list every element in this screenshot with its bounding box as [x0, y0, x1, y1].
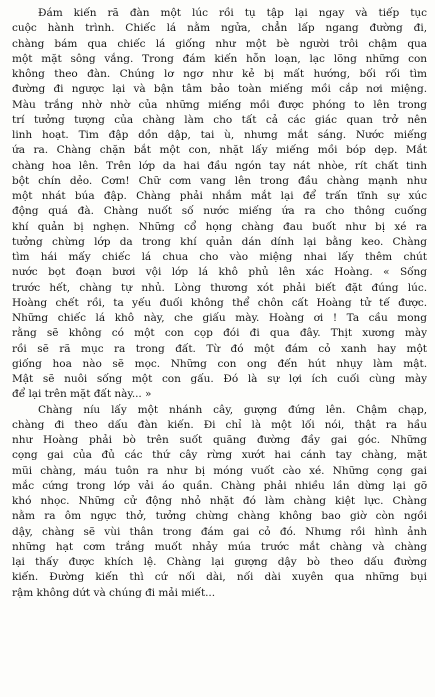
text-line: linh hoạt. Tim đập dồn dập, tai ù, nhưng mắt sáng. Nước miếng: [12, 129, 427, 141]
text-line: dậy, chàng sẽ vùi thân trong đám gai cỏ đó. Nhưng rồi hình ảnh: [12, 525, 427, 538]
text-line: Hoàng chết rồi, ta yếu đuối không thể chôn cất Hoàng tử tế được.: [12, 296, 427, 309]
text-line: khí quản bị nghẹn. Những cổ họng chàng đau buốt như bị xé ra: [12, 220, 427, 233]
text-line: như Hoàng phải bò trên suốt quãng đường đầy gai góc. Những: [12, 434, 427, 446]
text-line: Chàng níu lấy một nhánh cây, gượng đứng lên. Chậm chạp,: [38, 403, 427, 416]
text-line: bột chín dẻo. Cơm! Chữ cơm vang lên trong đầu chàng mạnh như: [12, 174, 427, 187]
text-line: trí tưởng tượng của chàng làm cho tất cả các giác quan trở nên: [12, 113, 427, 126]
text-line: rằng sẽ không có một con cọp đói đi qua đây. Thịt xương mày: [12, 327, 427, 340]
text-line: Mật sẽ nuôi sống một con gấu. Đó là sự lợi ích cuối cùng mày: [12, 373, 427, 385]
text-line: cuộc hành trình. Chiếc lá nằm ngửa, chẳn lấp ngang đường đi,: [12, 22, 427, 35]
text-line: tìm hái mấy chiếc lá chua cho vào miệng nhai lấy thêm chút: [12, 251, 427, 263]
text-line: nằm ra ôm ngực thở, tưởng chừng chàng không bao giờ còn ngồi: [12, 510, 427, 523]
text-line: tưởng chừng lớp da trong khí quản dán dính lại bằng keo. Chàng: [12, 235, 427, 248]
text-line: không theo đàn. Chúng lơ ngơ như kẻ bị mất hướng, bối rối tìm: [12, 68, 427, 80]
text-line: rồi sẽ rã mục ra trong đất. Từ đó một đám cỏ xanh hay một: [12, 342, 427, 355]
text-line: giống hoa nào sẽ mọc. Những con ong đến hút nhụy làm mật.: [12, 357, 427, 370]
text-line: để lại trên mặt đất này... »: [12, 388, 152, 401]
text-line: Màu trắng nhờ nhờ của những miếng mồi được phóng to lên trong: [12, 98, 427, 111]
text-line: chàng đi theo dấu đàn kiến. Đi chỉ là một lối nói, thật ra hầu: [12, 418, 427, 431]
text-line: kiến. Đường kiến thì cứ nối dài, nối dài xuyên qua những bụi: [12, 571, 427, 584]
text-line: nước bọt đoạn bươi vội lớp lá khô phủ lên xác Hoàng. « Sống: [12, 266, 427, 279]
text-line: Những chiếc lá khô này, che giấu mày. Hoàng ơi ! Ta cầu mong: [12, 312, 427, 324]
text-line: cọng gai của đủ các thứ cây rừng xướt hai cánh tay chàng, mặt: [12, 449, 427, 462]
text-line: trước hết, chàng tự nhủ. Lòng thương xót phải biết đặt đúng lúc.: [12, 281, 427, 294]
text-line: một nhát búa đập. Chàng phải nhắm mắt lại để trấn tĩnh sự xúc: [12, 190, 427, 202]
text-line: lại thấy được khích lệ. Chàng lại gượng dậy bò theo dấu đường: [12, 556, 427, 568]
text-line: Đám kiến rã đàn một lúc rồi tụ tập lại ngay và tiếp tục: [38, 7, 427, 19]
text-line: khó nhọc. Những cử động nhỏ nhặt đó làm chàng kiệt lực. Chàng: [12, 495, 427, 507]
text-line: một mặt sông vắng. Trong đám kiến hỗn loạn, lạc lõng những con: [12, 52, 427, 65]
text-line: động quá đà. Chàng nuốt số nước miếng ứa ra cho thông cuống: [12, 205, 427, 218]
paragraph-1: [12, 6, 427, 403]
paragraph-2: [12, 403, 427, 601]
text-line: đường đi ngược lại và bận tâm bảo toàn miếng mồi cắp nơi miệng.: [12, 83, 427, 96]
text-line: chàng hoa lên. Trên lớp da hai đầu ngón tay nát nhòe, rít chất tinh: [12, 159, 427, 172]
text-line: rậm không dứt và chúng đi mải miết...: [12, 586, 216, 599]
text-line: mũi chàng, máu tuôn ra như bị móng vuốt cào xé. Những cọng gai: [12, 464, 427, 477]
text-line: ứa ra. Chàng chặn bắt một con, nhặt lấy miếng mồi bóp dẹp. Mắt: [12, 144, 427, 157]
text-line: những hạt cơm trắng muốt nhảy múa trước mắt chàng và chàng: [12, 540, 427, 553]
text-line: chàng bám qua chiếc lá giống như một bè người trôi chậm qua: [12, 37, 427, 50]
text-line: mắc cứng trong lớp vải áo quần. Chàng phải nhiều lần dừng lại gỡ: [12, 479, 427, 492]
